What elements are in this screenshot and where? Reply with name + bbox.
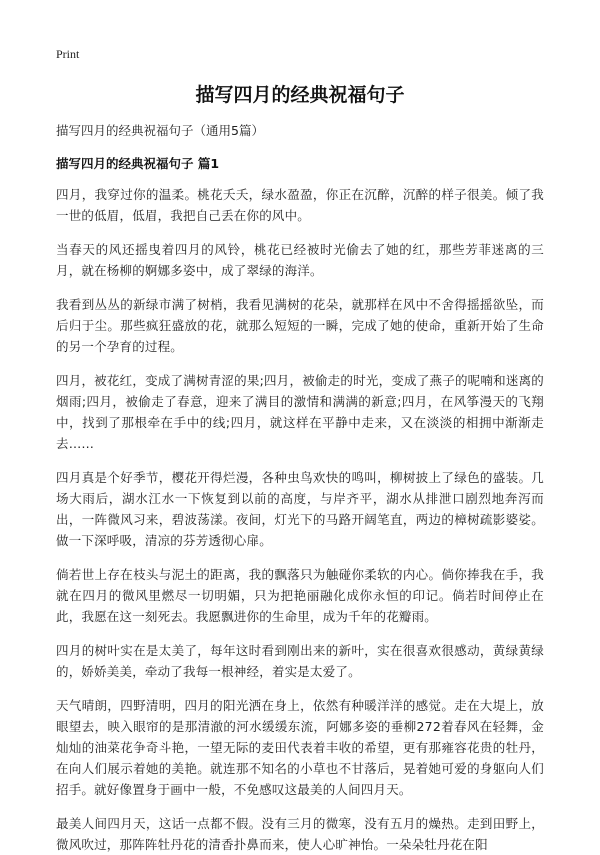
document-subtitle: 描写四月的经典祝福句子（通用5篇） [56, 123, 264, 138]
print-link[interactable]: Print [56, 47, 80, 61]
paragraph: 四月，我穿过你的温柔。桃花夭夭，绿水盈盈，你正在沉醉，沉醉的样子很美。倾了我一世的低眉，低眉，我把自己丢在你的风中。 [56, 187, 544, 223]
paragraph: 最美人间四月天，这话一点都不假。没有三月的微寒，没有五月的燥热。走到田野上，微风吹过，那阵阵牡丹花的清香扑鼻而来，使人心旷神怡。一朵朵牡丹花在阳 [56, 816, 544, 852]
paragraph: 四月的树叶实在是太美了，每年这时看到刚出来的新叶，实在很喜欢很感动，黄绿黄绿的，娇娇美美，牵动了我每一根神经，着实是太爱了。 [56, 643, 544, 679]
paragraph: 当春天的风还摇曳着四月的风铃，桃花已经被时光偷去了她的红，那些芳菲迷离的三月，就在杨柳的婀娜多姿中，成了翠绿的海洋。 [56, 242, 544, 278]
paragraph: 天气晴朗，四野清明，四月的阳光洒在身上，依然有种暖洋洋的感觉。走在大堤上，放眼望去，映入眼帘的是那清澈的河水缓缓东流，阿娜多姿的垂柳272着春风在轻舞，金灿灿的油菜花争奇斗艳，一望无际的麦田代表着丰收的希望，更有那雍容花贵的牡丹，在向人们展示着她的美艳。就连那不知名的小草也不甘落后，晃着她可爱的身躯向人们招手。就好像置身于画中一般，不免感叹这最美的人间四月天。 [56, 698, 544, 797]
paragraph: 倘若世上存在枝头与泥土的距离，我的飘落只为触碰你柔软的内心。倘你捧我在手，我就在四月的微风里燃尽一切明媚，只为把艳丽融化成你永恒的印记。倘若时间停止在此，我愿在这一刻死去。我愿飘进你的生命里，成为千年的花瓣雨。 [56, 567, 544, 624]
paragraph: 我看到丛丛的新绿市满了树梢，我看见满树的花朵，就那样在风中不舍得摇摇欲坠，而后归于尘。那些疯狂盛放的花，就那么短短的一瞬，完成了她的使命，重新开始了生命的另一个孕育的过程。 [56, 297, 544, 354]
page-title: 描写四月的经典祝福句子 [195, 84, 405, 106]
paragraph: 四月真是个好季节，樱花开得烂漫，各种虫鸟欢快的鸣叫，柳树披上了绿色的盛装。几场大雨后，湖水江水一下恢复到以前的高度，与岸齐平，湖水从排泄口剧烈地奔泻而出，一阵微风习来，碧波荡漾。夜间，灯光下的马路开阔笔直，两边的樟树疏影婆娑。做一下深呼吸，清凉的芬芳透彻心扉。 [56, 470, 544, 548]
section-heading: 描写四月的经典祝福句子 篇1 [56, 156, 220, 171]
paragraph: 四月，被花红，变成了满树青涩的果;四月，被偷走的时光，变成了燕子的呢喃和迷离的烟雨;四月，被偷走了春意，迎来了满目的激情和满满的新意;四月，在风筝漫天的飞翔中，找到了那根牵在手中的线;四月，就这样在平静中走来，又在淡淡的相拥中渐渐走去…… [56, 373, 544, 451]
